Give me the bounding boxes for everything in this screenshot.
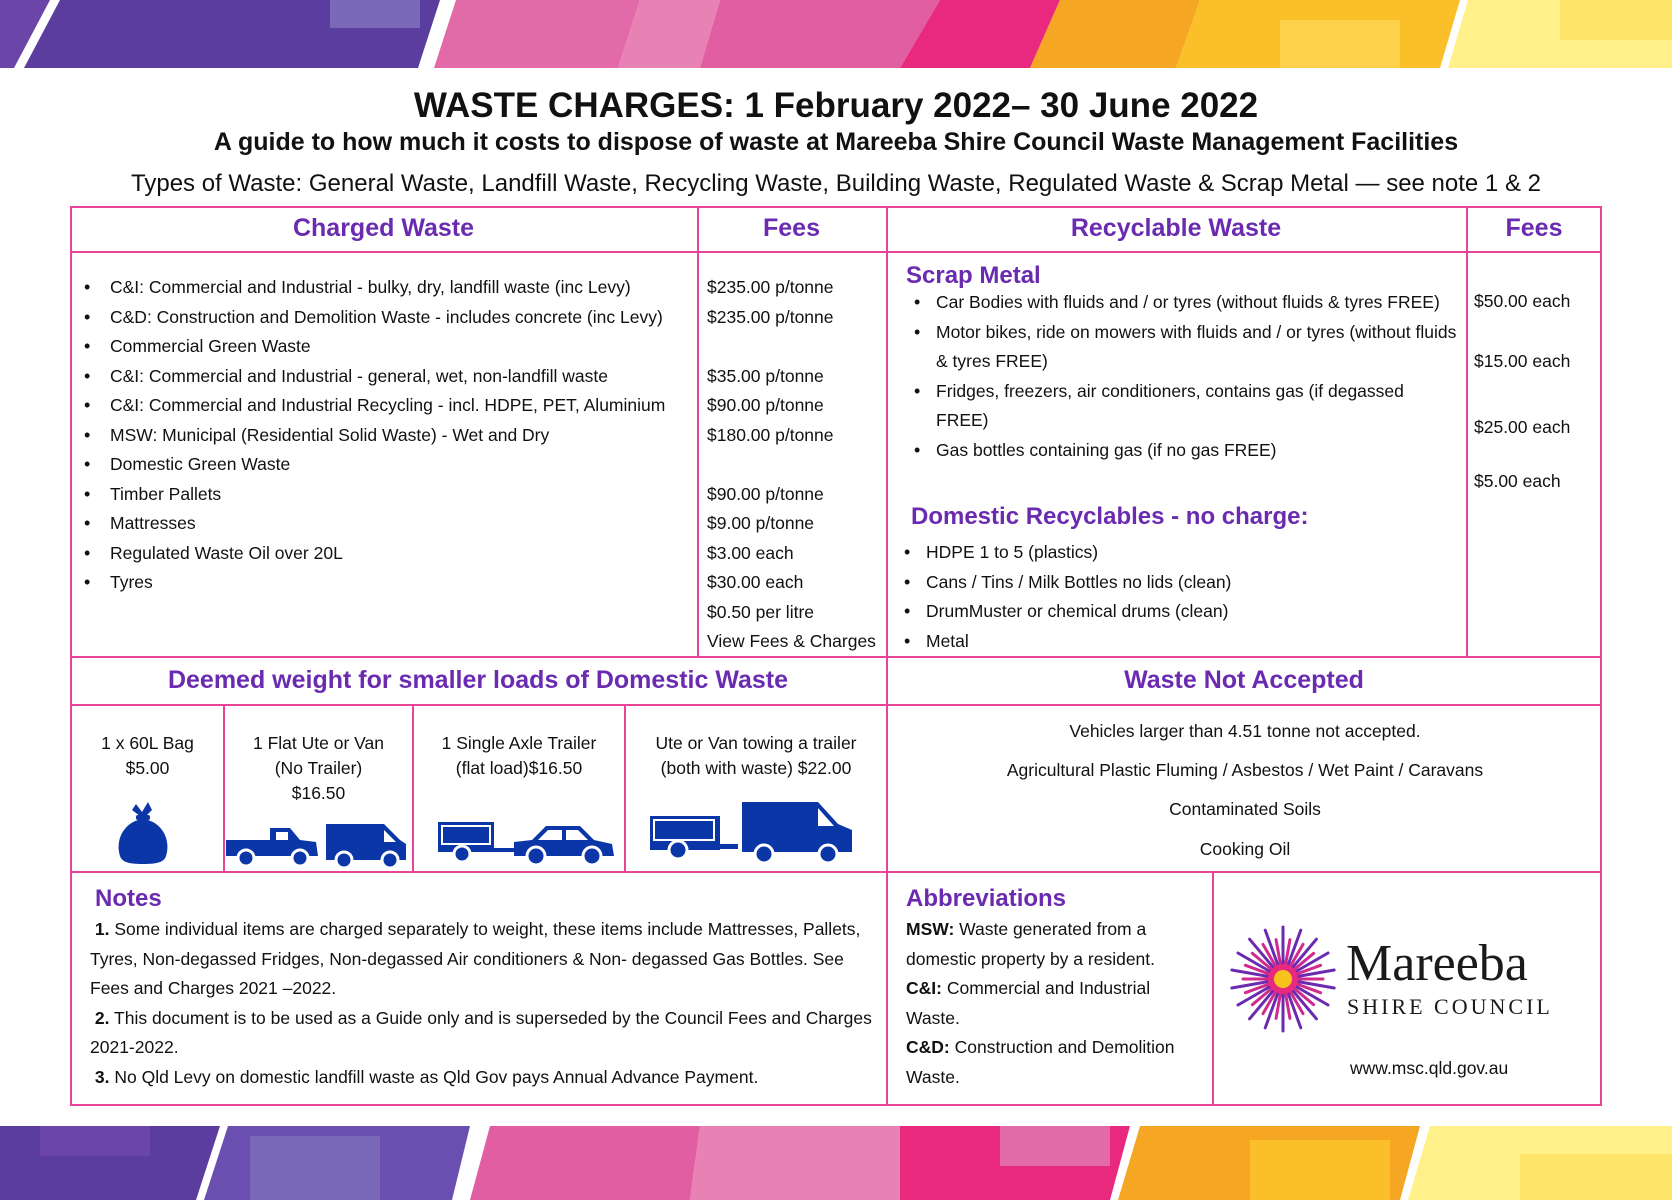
divider [1212,871,1214,1106]
van-trailer-icon [648,800,858,864]
logo-name: Mareeba [1346,935,1528,992]
abbreviation-item: C&D: Construction and Demolition Waste. [906,1037,1175,1087]
domestic-recyclables-heading: Domestic Recyclables - no charge: [911,503,1309,530]
list-item: • Fridges, freezers, air conditioners, contains gas (if degassed FREE) [904,377,1460,436]
divider [1466,206,1468,658]
list-item: • DrumMuster or chemical drums (clean) [894,597,1454,627]
list-item: • Gas bottles containing gas (if no gas FREE) [904,436,1460,466]
list-item: • Car Bodies with fluids and / or tyres (without fluids & tyres FREE) [904,288,1460,318]
fee-value: $3.00 each [707,542,794,563]
deemed-cell-trailer [414,731,624,781]
list-item: • Metal [894,627,1454,657]
fee-value: $30.00 each [707,572,804,592]
divider [70,704,1602,706]
scrap-metal-list [904,288,1460,465]
fee-value: $9.00 p/tonne [707,513,815,533]
top-decorative-band [0,0,1672,68]
notes-heading: Notes [95,885,162,912]
fee-value: $0.50 per litre [707,601,815,622]
divider [70,871,1602,873]
divider [697,206,699,658]
charged-waste-list [72,273,694,598]
not-accepted-line: Cooking Oil [1199,839,1291,859]
list-item: • C&D: Construction and Demolition Waste - includes concrete (inc Levy) [72,303,694,333]
fee-value: $90.00 p/tonne [707,483,824,504]
note-item: 2. This document is to be used as a Guide only and is superseded by the Council Fees and Charges 2021-2022. [90,1007,872,1057]
fee-value: $50.00 each [1474,291,1571,311]
bag-icon [114,800,172,864]
not-accepted-line: Contaminated Soils [1169,799,1321,819]
deemed-price: $16.50 [291,783,346,803]
fee-value: $25.00 each [1474,417,1571,437]
waste-types-line: Types of Waste: General Waste, Landfill Waste, Recycling Waste, Building Waste, Regulated Waste & Scrap Metal — see note 1 & 2 [131,170,1541,197]
website-link[interactable]: www.msc.qld.gov.au [1350,1058,1509,1078]
ute-van-icon [224,820,414,868]
trailer-car-icon [436,818,616,866]
notes-list [90,915,880,1092]
flower-logo-icon [1228,924,1338,1034]
list-item: • MSW: Municipal (Residential Solid Waste) - Wet and Dry [72,421,694,451]
deemed-cell-van-trailer [626,731,886,781]
deemed-price: (both with waste) $22.00 [660,758,852,778]
list-item: • Motor bikes, ride on mowers with fluids and / or tyres (without fluids & tyres FREE) [904,318,1460,377]
bottom-decorative-band [0,1126,1672,1200]
recyclable-fees-heading: Fees [1505,214,1563,242]
fee-value: $180.00 p/tonne [707,424,834,445]
list-item: • Commercial Green Waste [72,332,694,362]
note-item: 3. No Qld Levy on domestic landfill waste as Qld Gov pays Annual Advance Payment. [94,1066,759,1087]
list-item: • HDPE 1 to 5 (plastics) [894,538,1454,568]
list-item: • Tyres [72,568,694,598]
fee-value: $235.00 p/tonne [707,277,834,297]
scrap-fees-list [1474,287,1570,496]
list-item: • C&I: Commercial and Industrial - general, wet, non-landfill waste [72,362,694,392]
page-subtitle: A guide to how much it costs to dispose of waste at Mareeba Shire Council Waste Management Facilities [213,128,1459,156]
list-item: • Cans / Tins / Milk Bottles no lids (clean) [894,568,1454,598]
abbreviations-list [906,915,1206,1092]
abbreviation-item: MSW: Waste generated from a domestic property by a resident. [906,919,1156,969]
list-item: • Regulated Waste Oil over 20L [72,539,694,569]
tyres-fees-link[interactable]: View Fees & Charges [707,631,876,651]
page-title: WASTE CHARGES: 1 February 2022– 30 June 2022 [413,86,1259,125]
list-item: • Timber Pallets [72,480,694,510]
charged-fees-heading: Fees [763,214,820,242]
note-item: 1. Some individual items are charged separately to weight, these items include Mattresses, Pallets, Tyres, Non-degassed Fridges, Non-degassed Air conditioners & Non- degassed Gas Bottles. See Fees and Charges 2021 –2022. [90,919,861,998]
waste-not-accepted-heading: Waste Not Accepted [1124,666,1364,694]
list-item: • Mattresses [72,509,694,539]
deemed-price: (flat load)$16.50 [455,758,583,778]
fee-value: $15.00 each [1474,350,1571,371]
recyclable-waste-heading: Recyclable Waste [1070,214,1282,242]
deemed-line: 1 Flat Ute or Van [253,733,384,753]
fee-value: $90.00 p/tonne [707,395,824,415]
deemed-price: $5.00 [125,758,170,778]
abbreviations-heading: Abbreviations [906,885,1067,912]
deemed-line: Ute or Van towing a trailer [655,733,857,753]
scrap-metal-heading: Scrap Metal [906,262,1041,289]
logo-tagline: SHIRE COUNCIL [1347,994,1553,1019]
charged-fees-list [707,273,876,657]
abbreviation-item: C&I: Commercial and Industrial Waste. [906,978,1151,1028]
deemed-line: 1 x 60L Bag [101,733,194,753]
fee-value: $5.00 each [1474,470,1561,491]
not-accepted-line: Vehicles larger than 4.51 tonne not accepted. [1069,721,1421,741]
deemed-line: (No Trailer) [274,758,363,778]
list-item: • Domestic Green Waste [72,450,694,480]
not-accepted-line: Agricultural Plastic Fluming / Asbestos / Wet Paint / Caravans [1006,760,1484,780]
list-item: • C&I: Commercial and Industrial Recycling - incl. HDPE, PET, Aluminium [72,391,694,421]
charged-waste-heading: Charged Waste [292,214,475,242]
deemed-cell-bag [72,731,223,781]
fee-value: $235.00 p/tonne [707,306,834,327]
fee-value: $35.00 p/tonne [707,365,824,386]
domestic-recyclables-list [894,538,1454,656]
divider [70,251,1602,253]
deemed-line: 1 Single Axle Trailer [441,733,597,753]
deemed-weight-heading: Deemed weight for smaller loads of Domestic Waste [167,666,789,694]
deemed-cell-ute [225,731,412,806]
list-item: • C&I: Commercial and Industrial - bulky, dry, landfill waste (inc Levy) [72,273,694,303]
divider [624,704,626,872]
